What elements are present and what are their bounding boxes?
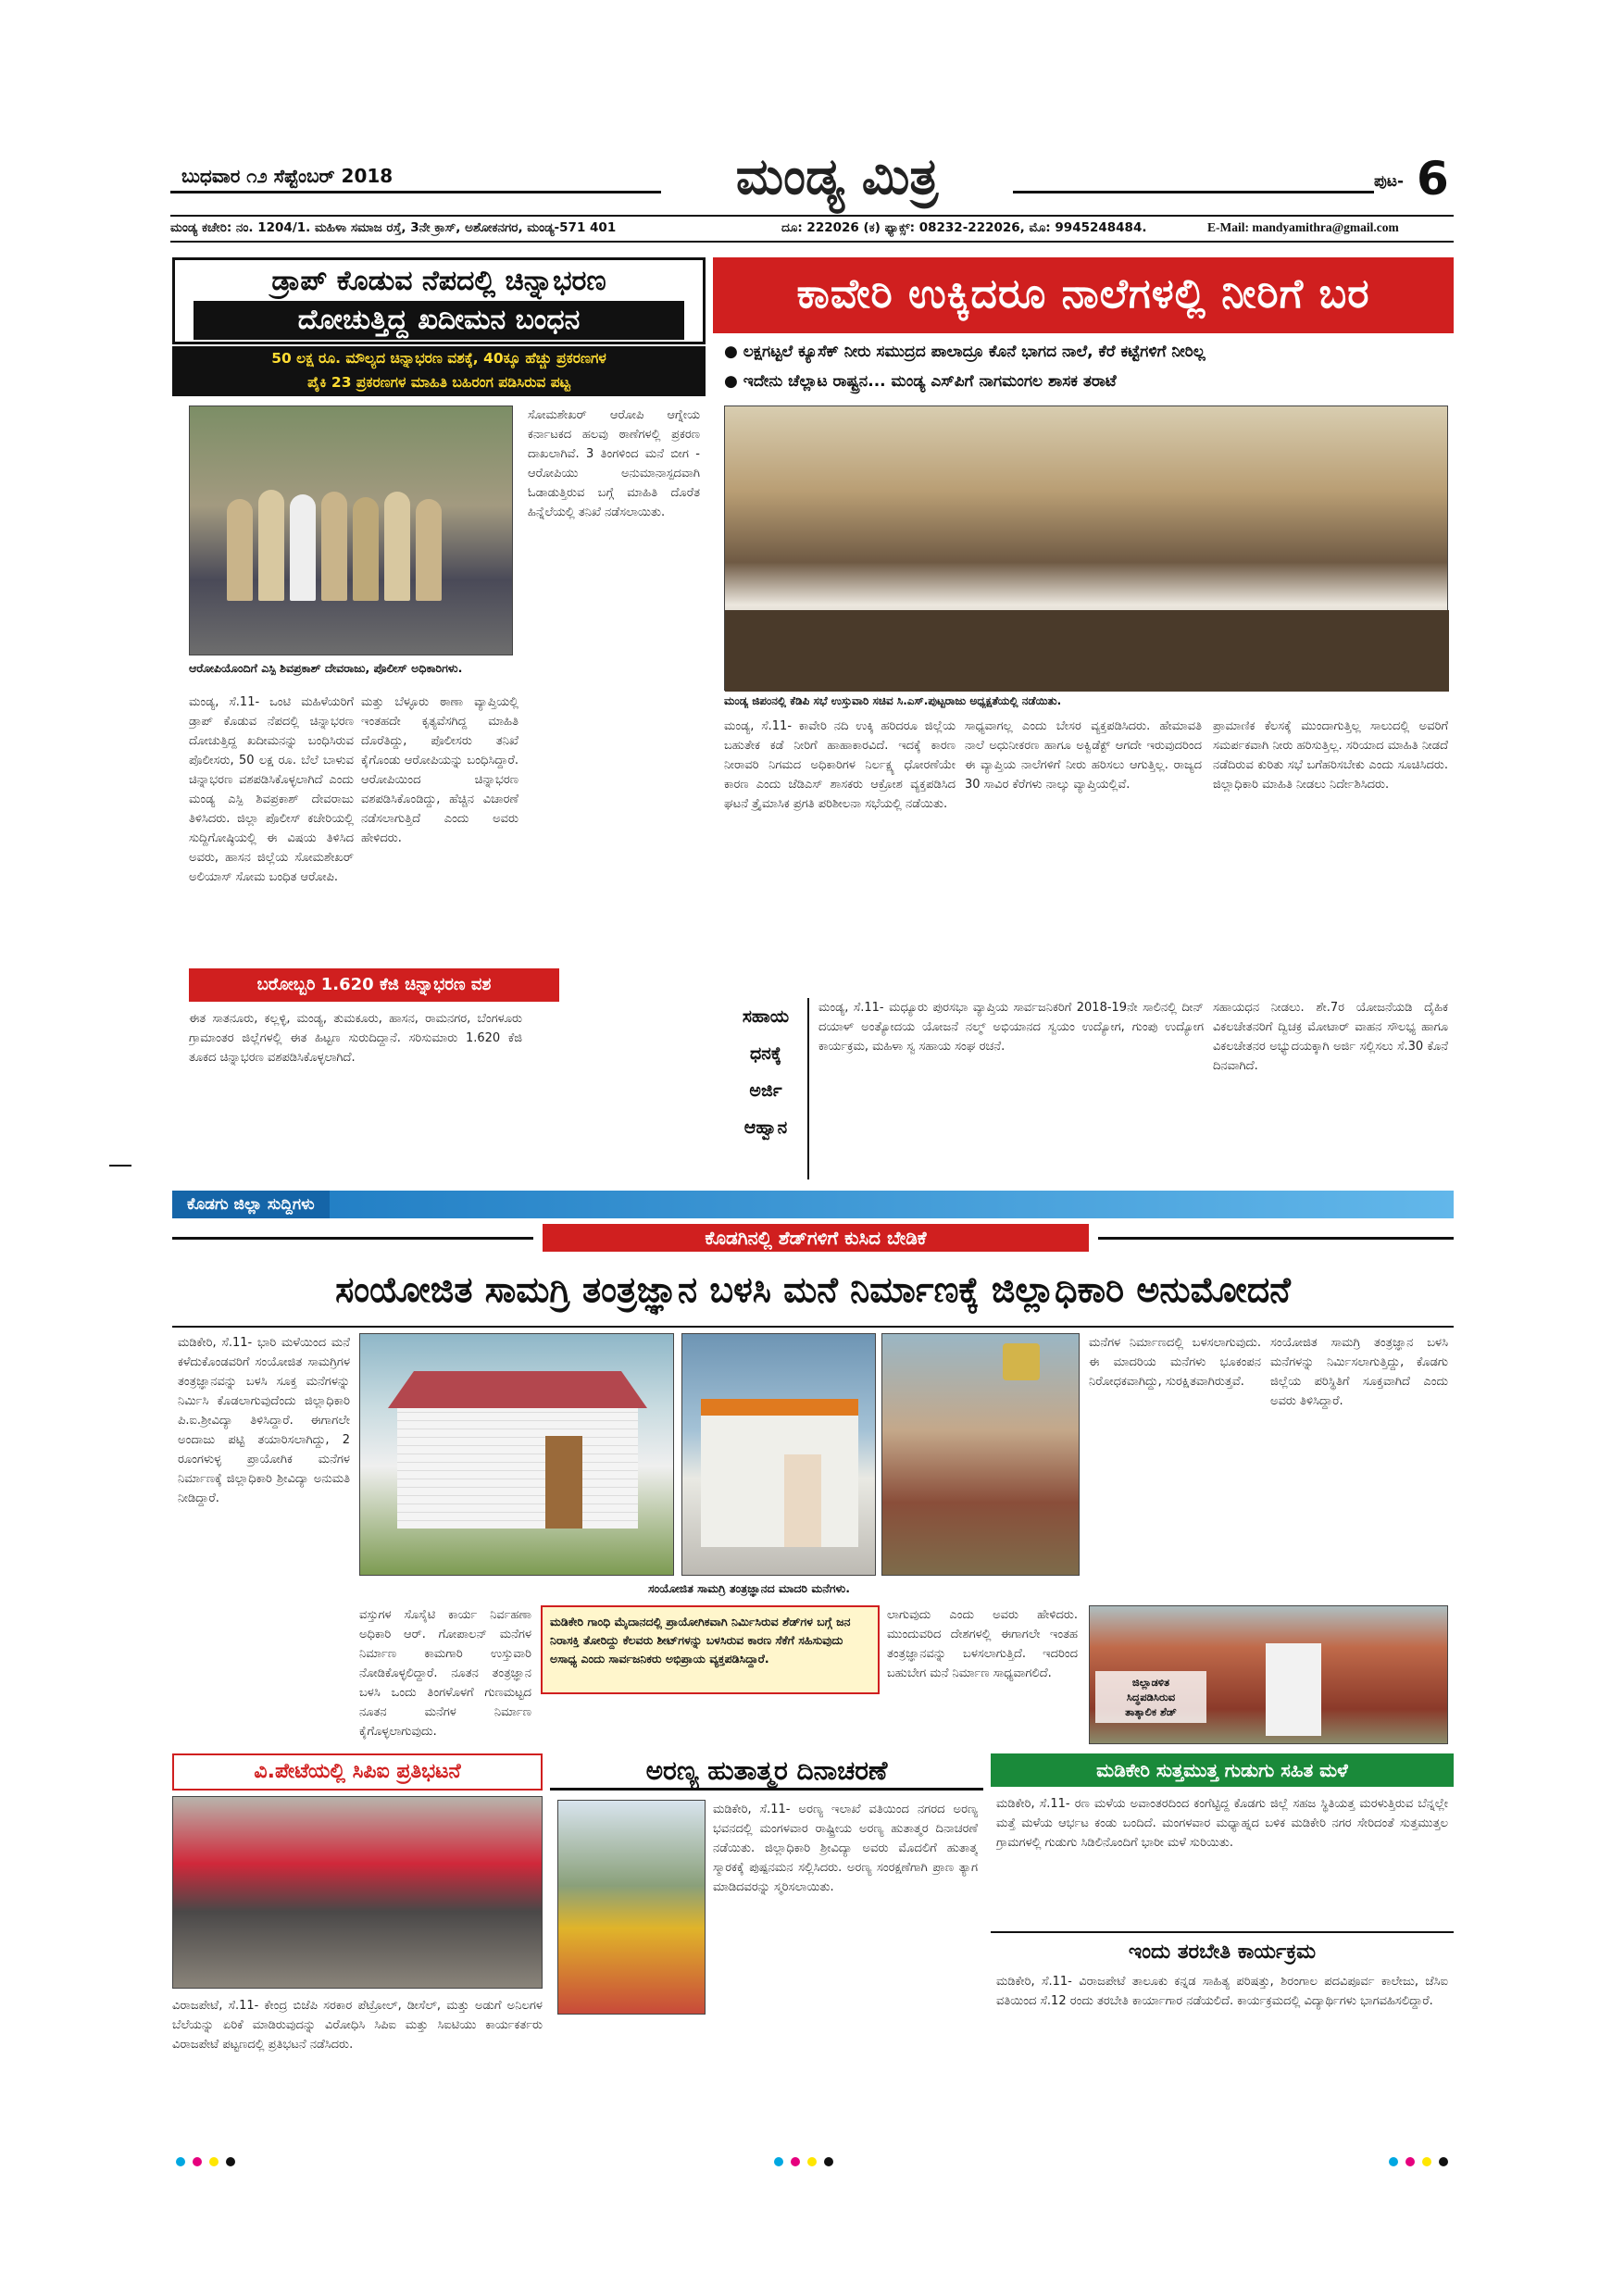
story-cauvery (713, 257, 1454, 1185)
kodagu-photo-house3 (881, 1333, 1080, 1576)
kodagu-boxtext: ಮಡಿಕೇರಿ ಗಾಂಧಿ ಮೈದಾನದಲ್ಲಿ ಪ್ರಾಯೋಗಿಕವಾಗಿ ನಿರ್ಮಿಸಿರುವ ಶೆಡ್‌ಗಳ ಬಗ್ಗೆ ಜನ ನಿರಾಸಕ್ತಿ ತೋರಿದ್ದು ಕೆಲವರು ಶೀಟ್‌ಗಳನ್ನು ಬಳಸಿರುವ ಕಾರಣ ಸೆಕೆಗೆ ಸಹಿಸುವುದು ಅಸಾಧ್ಯ ಎಂದು ಸಾರ್ವಜನಿಕರು ಅಭಿಪ್ರಾಯ ವ್ಯಕ್ತಪಡಿಸಿದ್ದಾರೆ. (550, 1615, 851, 1666)
kodagu-photo-shed (1089, 1605, 1448, 1744)
shed-caption-b: ಸಿದ್ಧಪಡಿಸಿರುವ (1126, 1691, 1176, 1703)
story-cpi (172, 1753, 543, 2124)
story-jewel-theft (172, 257, 706, 1185)
kodagu-col3: ಲಾಗುವುದು ಎಂದು ಅವರು ಹೇಳಿದರು. ಮುಂದುವರಿದ ದೇಶಗಳಲ್ಲಿ ಈಗಾಗಲೇ ಇಂತಹ ತಂತ್ರಜ್ಞಾನವನ್ನು ಬಳಸಲಾಗುತ್ತಿದೆ. ಇದರಿಂದ ಬಹುಬೇಗ ಮನೆ ನಿರ್ಮಾಣ ಸಾಧ್ಯವಾಗಲಿದೆ. (887, 1608, 1078, 1680)
story1-subheading (172, 346, 706, 396)
story1-sub1: 50 ಲಕ್ಷ ರೂ. ಮೌಲ್ಯದ ಚಿನ್ನಾಭರಣ ವಶಕ್ಕೆ, 40ಕ್ಕೂ ಹೆಚ್ಚು ಪ್ರಕರಣಗಳ (271, 350, 606, 367)
kodagu-col2: ವಸ್ತುಗಳ ಸೊಸೈಟಿ ಕಾರ್ಯ ನಿರ್ವಹಣಾ ಅಧಿಕಾರಿ ಆರ್. ಗೋಪಾಲನ್ ಮನೆಗಳ ನಿರ್ಮಾಣ ಕಾಮಗಾರಿ ಉಸ್ತುವಾರಿ ನೋಡಿಕೊಳ್ಳಲಿದ್ದಾರೆ. ನೂತನ ತಂತ್ರಜ್ಞಾನ ಬಳಸಿ ಒಂದು ತಿಂಗಳೊಳಗೆ ಗುಣಮಟ್ಟದ ನೂತನ ಮನೆಗಳ ನಿರ್ಮಾಣ ಕೈಗೊಳ್ಳಲಾಗುವುದು. (359, 1608, 531, 1739)
story1-col1: ಮಂಡ್ಯ, ಸೆ.11- ಒಂಟಿ ಮಹಿಳೆಯರಿಗೆ ಡ್ರಾಪ್ ಕೊಡುವ ನೆಪದಲ್ಲಿ ಚಿನ್ನಾಭರಣ ದೋಚುತ್ತಿದ್ದ ಖದೀಮನನ್ನು ಬಂಧಿಸಿರುವ ಪೊಲೀಸರು, 50 ಲಕ್ಷ ರೂ. ಬೆಲೆ ಬಾಳುವ ಚಿನ್ನಾಭರಣ ವಶಪಡಿಸಿಕೊಳ್ಳಲಾಗಿದೆ ಎಂದು ಮಂಡ್ಯ ಎಸ್ಪಿ ಶಿವಪ್ರಕಾಶ್ ದೇವರಾಜು ತಿಳಿಸಿದರು. ಜಿಲ್ಲಾ ಪೊಲೀಸ್ ಕಚೇರಿಯಲ್ಲಿ ಸುದ್ದಿಗೋಷ್ಠಿಯಲ್ಲಿ ಈ ವಿಷಯ ತಿಳಿಸಿದ ಅವರು, ಹಾಸನ ಜಿಲ್ಲೆಯ ಸೋಮಶೇಖರ್ ಅಲಿಯಾಸ್ ಸೋಮ ಬಂಧಿತ ಆರೋಪಿ. (189, 695, 354, 884)
story2-bullet2 (724, 372, 1117, 391)
house1-door (545, 1436, 582, 1529)
story1-col3: ಸೋಮಶೇಖರ್ ಆರೋಪಿ ಆಗ್ನೇಯ ಕರ್ನಾಟಕದ ಹಲವು ಠಾಣೆಗಳಲ್ಲಿ ಪ್ರಕರಣ ದಾಖಲಾಗಿವೆ. 3 ತಿಂಗಳಿಂದ ಮನೆ ಬೀಗ - ಆರೋಪಿಯು ಅನುಮಾನಾಸ್ಪದವಾಗಿ ಓಡಾಡುತ್ತಿರುವ ಬಗ್ಗೆ ಮಾಹಿತಿ ದೊರೆತ ಹಿನ್ನೆಲೆಯಲ್ಲಿ ತನಿಖೆ ನಡೆಸಲಾಯಿತು. (528, 408, 700, 519)
story1-headline-line2: ದೋಚುತ್ತಿದ್ದ ಖದೀಮನ ಬಂಧನ (194, 301, 684, 340)
kodagu-kicker: ಕೊಡಗಿನಲ್ಲಿ ಶೆಡ್‌ಗಳಿಗೆ ಕುಸಿದ ಬೇಡಿಕೆ (543, 1224, 1089, 1252)
bullet-icon: ● (724, 372, 743, 391)
story1-tail: ಈತ ಸಾತನೂರು, ಕಲ್ಲಳ್ಳಿ, ಮಂಡ್ಯ, ತುಮಕೂರು, ಹಾಸನ, ರಾಮನಗರ, ಬೆಂಗಳೂರು ಗ್ರಾಮಾಂತರ ಜಿಲ್ಲೆಗಳಲ್ಲಿ ಈತ ಹಿಟ್ಟಣ ಸುರುದಿದ್ದಾನೆ. ಸರಿಸುಮಾರು 1.620 ಕೆಜಿ ತೂಕದ ಚಿನ್ನಾಭರಣ ವಶಪಡಿಸಿಕೊಳ್ಳಲಾಗಿದೆ. (189, 1012, 522, 1065)
kodagu-caption1: ಸಂಯೋಜಿತ ಸಾಮಗ್ರಿ ತಂತ್ರಜ್ಞಾನದ ಮಾದರಿ ಮನೆಗಳು. (648, 1581, 850, 1595)
aid-label2: ಧನಕ್ಕೆ (750, 1043, 781, 1064)
story2-photo (724, 406, 1448, 691)
shed-door (1266, 1643, 1321, 1736)
house3-tank (1003, 1343, 1040, 1380)
kodagu-band-label: ಕೊಡಗು ಜಿಲ್ಲಾ ಸುದ್ದಿಗಳು (172, 1191, 330, 1218)
dot-icon (226, 2157, 235, 2166)
house2-door (784, 1454, 821, 1547)
house2-body (701, 1408, 858, 1547)
story1-caption: ಆರೋಪಿಯೊಂದಿಗೆ ಎಸ್ಪಿ ಶಿವಪ್ರಕಾಶ್ ದೇವರಾಜು, ಪೊಲೀಸ್ ಅಧಿಕಾರಿಗಳು. (189, 661, 463, 675)
registration-dots-center (774, 2157, 833, 2166)
story2-col1: ಮಂಡ್ಯ, ಸೆ.11- ಕಾವೇರಿ ನದಿ ಉಕ್ಕಿ ಹರಿದರೂ ಜಿಲ್ಲೆಯ ಬಹುತೇಕ ಕಡೆ ನೀರಿಗೆ ಹಾಹಾಕಾರವಿದೆ. ಇದಕ್ಕೆ ಕಾರಣ ನೀರಾವರಿ ನಿಗಮದ ಅಧಿಕಾರಿಗಳ ನಿರ್ಲಕ್ಷ್ಯ ಧೋರಣೆಯೇ ಕಾರಣ ಎಂದು ಜೆಡಿಎಸ್ ಶಾಸಕರು ಆಕ್ರೋಶ ವ್ಯಕ್ತಪಡಿಸಿದ ಘಟನೆ ತ್ರೈಮಾಸಿಕ ಪ್ರಗತಿ ಪರಿಶೀಲನಾ ಸಭೆಯಲ್ಲಿ ನಡೆಯಿತು. (724, 719, 956, 811)
dot-icon (1405, 2157, 1415, 2166)
kodagu-box (541, 1605, 880, 1694)
cpi-photo (172, 1796, 543, 1989)
story-rain (991, 1753, 1454, 1920)
story2-bullet1 (724, 343, 1206, 361)
shed-caption (1095, 1671, 1206, 1723)
dot-icon (824, 2157, 833, 2166)
training-rule (991, 1931, 1454, 1933)
story2-col3: ಪ್ರಾಮಾಣಿಕ ಕೆಲಸಕ್ಕೆ ಮುಂದಾಗುತ್ತಿಲ್ಲ ಸಾಲುದಲ್ಲಿ ಅವರಿಗೆ ಸಮರ್ಪಕವಾಗಿ ನೀರು ಹರಿಸುತ್ತಿಲ್ಲ. ಸರಿಯಾದ ಮಾಹಿತಿ ನೀಡದೆ ನಡೆದಿರುವ ಕುರಿತು ಸಭೆ ಬಗೆಹರಿಸಬೇಕು ಎಂದು ಸೂಚಿಸಿದರು. ಜಿಲ್ಲಾಧಿಕಾರಿ ಮಾಹಿತಿ ನೀಡಲು ನಿರ್ದೇಶಿಸಿದರು. (1213, 719, 1448, 792)
masthead (170, 146, 1454, 250)
kodagu-headline-rule (172, 1326, 1454, 1328)
story-training (991, 1931, 1454, 2124)
page-number: 6 (1417, 152, 1449, 206)
masthead-phone: ದೂ: 222026 (ಕ) ಫ್ಯಾಕ್ಸ್: 08232-222026, ಮೊ: 9945248484. (781, 220, 1147, 235)
kicker-rule-right (1098, 1237, 1454, 1240)
meeting-table (725, 610, 1449, 692)
story1-col2: ಮತ್ತು ಬೆಳ್ಳೂರು ಠಾಣಾ ವ್ಯಾಪ್ತಿಯಲ್ಲಿ ಇಂತಹದೇ ಕೃತ್ಯವೆಸಗಿದ್ದ ಮಾಹಿತಿ ದೊರೆತಿದ್ದು, ಪೊಲೀಸರು ತನಿಖೆ ಕೈಗೊಂಡು ಆರೋಪಿಯನ್ನು ಬಂಧಿಸಿದ್ದಾರೆ. ಆರೋಪಿಯಿಂದ ಚಿನ್ನಾಭರಣ ವಶಪಡಿಸಿಕೊಂಡಿದ್ದು, ಹೆಚ್ಚಿನ ವಿಚಾರಣೆ ನಡೆಸಲಾಗುತ್ತಿದೆ ಎಂದು ಅವರು ಹೇಳಿದರು. (361, 695, 518, 845)
story-forest (550, 1753, 983, 2124)
dot-icon (1422, 2157, 1431, 2166)
training-headline: ಇಂದು ತರಬೇತಿ ಕಾರ್ಯಕ್ರಮ (1128, 1940, 1317, 1964)
story1-headline-box (172, 257, 706, 344)
house1-roof (388, 1371, 647, 1408)
kodagu-col5: ಸಂಯೋಜಿತ ಸಾಮಗ್ರಿ ತಂತ್ರಜ್ಞಾನ ಬಳಸಿ ಮನೆಗಳನ್ನು ನಿರ್ಮಿಸಲಾಗುತ್ತಿದ್ದು, ಕೊಡಗು ಜಿಲ್ಲೆಯ ಪರಿಸ್ಥಿತಿಗೆ ಸೂಕ್ತವಾಗಿದೆ ಎಂದು ಅವರು ತಿಳಿಸಿದ್ದಾರೆ. (1270, 1336, 1448, 1408)
forest-headline: ಅರಣ್ಯ ಹುತಾತ್ಮರ ದಿನಾಚರಣೆ (550, 1753, 983, 1791)
story2-headline: ಕಾವೇರಿ ಉಕ್ಕಿದರೂ ನಾಲೆಗಳಲ್ಲಿ ನೀರಿಗೆ ಬರ (713, 257, 1454, 333)
aid-label (724, 998, 809, 1179)
registration-dots-left (176, 2157, 235, 2166)
story2-bullet1-text: ಲಕ್ಷಗಟ್ಟಲೆ ಕ್ಯೂಸೆಕ್ ನೀರು ಸಮುದ್ರದ ಪಾಲಾದ್ರೂ ಕೊನೆ ಭಾಗದ ನಾಲೆ, ಕೆರೆ ಕಟ್ಟೆಗಳಿಗೆ ನೀರಿಲ್ಲ (743, 343, 1206, 361)
story2-bullet2-text: ಇದೇನು ಚೆಲ್ಲಾಟ ರಾಷ್ಟ್ರನ... ಮಂಡ್ಯ ಎಸ್‌ಪಿಗೆ ನಾಗಮಂಗಲ ಶಾಸಕ ತರಾಟೆ (743, 372, 1117, 391)
cpi-text: ವಿರಾಜಪೇಟೆ, ಸೆ.11- ಕೇಂದ್ರ ಬಿಜೆಪಿ ಸರಕಾರ ಪೆಟ್ರೋಲ್, ಡೀಸೆಲ್, ಮತ್ತು ಅಡುಗೆ ಅನಿಲಗಳ ಬೆಲೆಯನ್ನು ಏರಿಕೆ ಮಾಡಿರುವುದನ್ನು ವಿರೋಧಿಸಿ ಸಿಪಿಐ ಮತ್ತು ಸಿಐಟಿಯು ಕಾರ್ಯಕರ್ತರು ವಿರಾಜಪೇಟೆ ಪಟ್ಟಣದಲ್ಲಿ ಪ್ರತಿಭಟನೆ ನಡೆಸಿದರು. (172, 1999, 543, 2052)
rain-text: ಮಡಿಕೇರಿ, ಸೆ.11- ರಣ ಮಳೆಯ ಅವಾಂತರದಿಂದ ಕಂಗೆಟ್ಟಿದ್ದ ಕೊಡಗು ಜಿಲ್ಲೆ ಸಹಜ ಸ್ಥಿತಿಯತ್ತ ಮರಳುತ್ತಿರುವ ಬೆನ್ನಲ್ಲೇ ಮತ್ತೆ ಮಳೆಯ ಆರ್ಭಟ ಕಂಡು ಬಂದಿದೆ. ಮಂಗಳವಾರ ಮಧ್ಯಾಹ್ನದ ಬಳಿಕ ಮಡಿಕೇರಿ ನಗರ ಸೇರಿದಂತೆ ಸುತ್ತಮುತ್ತಲ ಗ್ರಾಮಗಳಲ್ಲಿ ಗುಡುಗು ಸಿಡಿಲಿನೊಂದಿಗೆ ಭಾರೀ ಮಳೆ ಸುರಿಯಿತು. (996, 1797, 1448, 1850)
masthead-address: ಮಂಡ್ಯ ಕಚೇರಿ: ನಂ. 1204/1. ಮಹಿಳಾ ಸಮಾಜ ರಸ್ತೆ, 3ನೇ ಕ್ರಾಸ್, ಅಶೋಕನಗರ, ಮಂಡ್ಯ-571 401 (170, 220, 617, 235)
masthead-date: ಬುಧವಾರ ೧೨ ಸೆಪ್ಟೆಂಬರ್ 2018 (181, 165, 394, 187)
kicker-rule-left (172, 1237, 533, 1240)
dot-icon (774, 2157, 783, 2166)
masthead-bottom-rule (170, 215, 1454, 217)
masthead-email: E-Mail: mandyamithra@gmail.com (1207, 220, 1399, 234)
story1-photo (189, 406, 513, 655)
registration-dots-right (1389, 2157, 1448, 2166)
kodagu-photo-house2 (681, 1333, 876, 1576)
kodagu-col4: ಮನೆಗಳ ನಿರ್ಮಾಣದಲ್ಲಿ ಬಳಸಲಾಗುವುದು. ಈ ಮಾದರಿಯ ಮನೆಗಳು ಭೂಕಂಪನ ನಿರೋಧಕವಾಗಿದ್ದು, ಸುರಕ್ಷಿತವಾಗಿರುತ್ತವೆ. (1089, 1336, 1261, 1389)
aid-col1: ಮಂಡ್ಯ, ಸೆ.11- ಮಧ್ಯೂರು ಪುರಸಭಾ ವ್ಯಾಪ್ತಿಯ ಸಾರ್ವಜನಿಕರಿಗೆ 2018-19ನೇ ಸಾಲಿನಲ್ಲಿ ದೀನ್ ದಯಾಳ್ ಅಂತ್ಯೋದಯ ಯೋಜನೆ ನಲ್ಮ್ ಅಭಿಯಾನದ ಸ್ವಯಂ ಉದ್ಯೋಗ, ಗುಂಪು ಉದ್ಯೋಗ ಕಾರ್ಯಕ್ರಮ, ಮಹಿಳಾ ಸ್ವ ಸಹಾಯ ಸಂಘ ರಚನೆ. (818, 1001, 1204, 1054)
shed-caption-a: ಜಿಲ್ಲಾಡಳಿತ (1131, 1676, 1170, 1689)
aid-label4: ಆಹ್ವಾನ (743, 1117, 788, 1138)
dot-icon (176, 2157, 185, 2166)
masthead-under-rule (170, 241, 1454, 243)
masthead-rule-left (170, 191, 661, 193)
training-text: ಮಡಿಕೇರಿ, ಸೆ.11- ವಿರಾಜಪೇಟೆ ತಾಲೂಕು ಕನ್ನಡ ಸಾಹಿತ್ಯ ಪರಿಷತ್ತು, ಶಿರಂಗಾಲ ಪದವಿಪೂರ್ವ ಕಾಲೇಜು, ಜೆಸಿಐ ವತಿಯಿಂದ ಸೆ.12 ರಂದು ತರಬೇತಿ ಕಾರ್ಯಾಗಾರ ನಡೆಯಲಿದೆ. ಕಾರ್ಯಕ್ರಮದಲ್ಲಿ ವಿದ್ಯಾರ್ಥಿಗಳು ಭಾಗವಹಿಸಲಿದ್ದಾರೆ. (996, 1975, 1448, 2008)
house1-wall (397, 1408, 638, 1529)
story1-headline-line1: ಡ್ರಾಪ್ ಕೊಡುವ ನೆಪದಲ್ಲಿ ಚಿನ್ನಾಭರಣ (271, 265, 606, 297)
page-label: ಪುಟ- (1374, 172, 1404, 191)
story1-sub2: ಪೈಕಿ 23 ಪ್ರಕರಣಗಳ ಮಾಹಿತಿ ಬಹಿರಂಗ ಪಡಿಸಿರುವ ಪಟ್ಟ (307, 374, 570, 391)
aid-label3: ಅರ್ಜಿ (749, 1080, 782, 1101)
kodagu-headline: ಸಂಯೋಜಿತ ಸಾಮಗ್ರಿ ತಂತ್ರಜ್ಞಾನ ಬಳಸಿ ಮನೆ ನಿರ್ಮಾಣಕ್ಕೆ ಜಿಲ್ಲಾಧಿಕಾರಿ ಅನುಮೋದನೆ (335, 1269, 1291, 1310)
police-group-figure (227, 490, 477, 601)
shed-caption-c: ತಾತ್ಕಾಲಿಕ ಶೆಡ್ (1125, 1705, 1177, 1718)
dot-icon (1389, 2157, 1398, 2166)
bullet-icon: ● (724, 343, 743, 361)
margin-tick (109, 1165, 131, 1167)
story2-col2: ಸಾಧ್ಯವಾಗಲ್ಲ ಎಂದು ಬೇಸರ ವ್ಯಕ್ತಪಡಿಸಿದರು. ಹೇಮಾವತಿ ನಾಲೆ ಅಧುನೀಕರಣ ಹಾಗೂ ಅಕ್ವಿಡೆಕ್ಟ್ ಆಗದೇ ಇರುವುದರಿಂದ ಈ ವ್ಯಾಪ್ತಿಯ ನಾಲೆಗಳಿಗೆ ನೀರು ಹರಿಸಲು ಆಗುತ್ತಿಲ್ಲ. ರಾಜ್ಯದ 30 ಸಾವಿರ ಕೆರೆಗಳು ನಾಲ್ಕು ವ್ಯಾಪ್ತಿಯಲ್ಲಿವೆ. (965, 719, 1202, 792)
aid-label1: ಸಹಾಯ (742, 1006, 790, 1027)
forest-photo (557, 1800, 706, 2015)
dot-icon (791, 2157, 800, 2166)
kodagu-photo-house1 (359, 1333, 674, 1576)
kodagu-band (172, 1191, 1454, 1218)
story2-caption: ಮಂಡ್ಯ ಜಿಪಂನಲ್ಲಿ ಕೆಡಿಪಿ ಸಭೆ ಉಸ್ತುವಾರಿ ಸಚಿವ ಸಿ.ಎಸ್.ಪುಟ್ಟರಾಜು ಅಧ್ಯಕ್ಷತೆಯಲ್ಲಿ ನಡೆಯಿತು. (724, 694, 1062, 707)
story1-subhead-box (189, 968, 559, 1002)
dot-icon (1439, 2157, 1448, 2166)
masthead-rule-right (1013, 191, 1374, 193)
kodagu-kicker-row (172, 1222, 1454, 1254)
house2-trim (701, 1399, 858, 1416)
aid-col2: ಸಹಾಯಧನ ನೀಡಲು. ಶೇ.7ರ ಯೋಜನೆಯಡಿ ದೈಹಿಕ ವಿಕಲಚೇತನರಿಗೆ ದ್ವಿಚಕ್ರ ಮೋಟಾರ್ ವಾಹನ ಸೌಲಭ್ಯ ಹಾಗೂ ವಿಕಲಚೇತನರ ಅಭ್ಯುದಯಕ್ಕಾಗಿ ಅರ್ಜಿ ಸಲ್ಲಿಸಲು ಸೆ.30 ಕೊನೆ ದಿನವಾಗಿದೆ. (1213, 1001, 1448, 1073)
story1-subhead: ಬರೋಬ್ಬರಿ 1.620 ಕೆಜಿ ಚಿನ್ನಾಭರಣ ವಶ (256, 975, 492, 994)
kodagu-col1: ಮಡಿಕೇರಿ, ಸೆ.11- ಭಾರಿ ಮಳೆಯಿಂದ ಮನೆ ಕಳೆದುಕೊಂಡವರಿಗೆ ಸಂಯೋಜಿತ ಸಾಮಗ್ರಿಗಳ ತಂತ್ರಜ್ಞಾನವನ್ನು ಬಳಸಿ ಸೂಕ್ತ ಮನೆಗಳನ್ನು ನಿರ್ಮಿಸಿ ಕೊಡಲಾಗುವುದೆಂದು ಜಿಲ್ಲಾಧಿಕಾರಿ ಪಿ.ಐ.ಶ್ರೀವಿದ್ಯಾ ತಿಳಿಸಿದ್ದಾರೆ. ಈಗಾಗಲೇ ಅಂದಾಜು ಪಟ್ಟಿ ತಯಾರಿಸಲಾಗಿದ್ದು, 2 ರೂಂಗಳುಳ್ಳ ಪ್ರಾಯೋಗಿಕ ಮನೆಗಳ ನಿರ್ಮಾಣಕ್ಕೆ ಜಿಲ್ಲಾಧಿಕಾರಿ ಶ್ರೀವಿದ್ಯಾ ಅನುಮತಿ ನೀಡಿದ್ದಾರೆ. (178, 1336, 350, 1505)
rain-headline: ಮಡಿಕೇರಿ ಸುತ್ತಮುತ್ತ ಗುಡುಗು ಸಹಿತ ಮಳೆ (991, 1753, 1454, 1787)
dot-icon (193, 2157, 202, 2166)
dot-icon (209, 2157, 219, 2166)
forest-text: ಮಡಿಕೇರಿ, ಸೆ.11- ಅರಣ್ಯ ಇಲಾಖೆ ವತಿಯಿಂದ ನಗರದ ಅರಣ್ಯ ಭವನದಲ್ಲಿ ಮಂಗಳವಾರ ರಾಷ್ಟ್ರೀಯ ಅರಣ್ಯ ಹುತಾತ್ಮರ ದಿನಾಚರಣೆ ನಡೆಯಿತು. ಜಿಲ್ಲಾಧಿಕಾರಿ ಶ್ರೀವಿದ್ಯಾ ಅವರು ಮೊದಲಿಗೆ ಹುತಾತ್ಮ ಸ್ಮಾರಕಕ್ಕೆ ಪುಷ್ಪನಮನ ಸಲ್ಲಿಸಿದರು. ಅರಣ್ಯ ಸಂರಕ್ಷಣೆಗಾಗಿ ಪ್ರಾಣ ತ್ಯಾಗ ಮಾಡಿದವರನ್ನು ಸ್ಮರಿಸಲಾಯಿತು. (713, 1803, 978, 1894)
dot-icon (807, 2157, 817, 2166)
cpi-headline: ವಿ.ಪೇಟೆಯಲ್ಲಿ ಸಿಪಿಐ ಪ್ರತಿಭಟನೆ (172, 1753, 543, 1791)
masthead-title: ಮಂಡ್ಯ ಮಿತ್ರ (735, 146, 939, 206)
